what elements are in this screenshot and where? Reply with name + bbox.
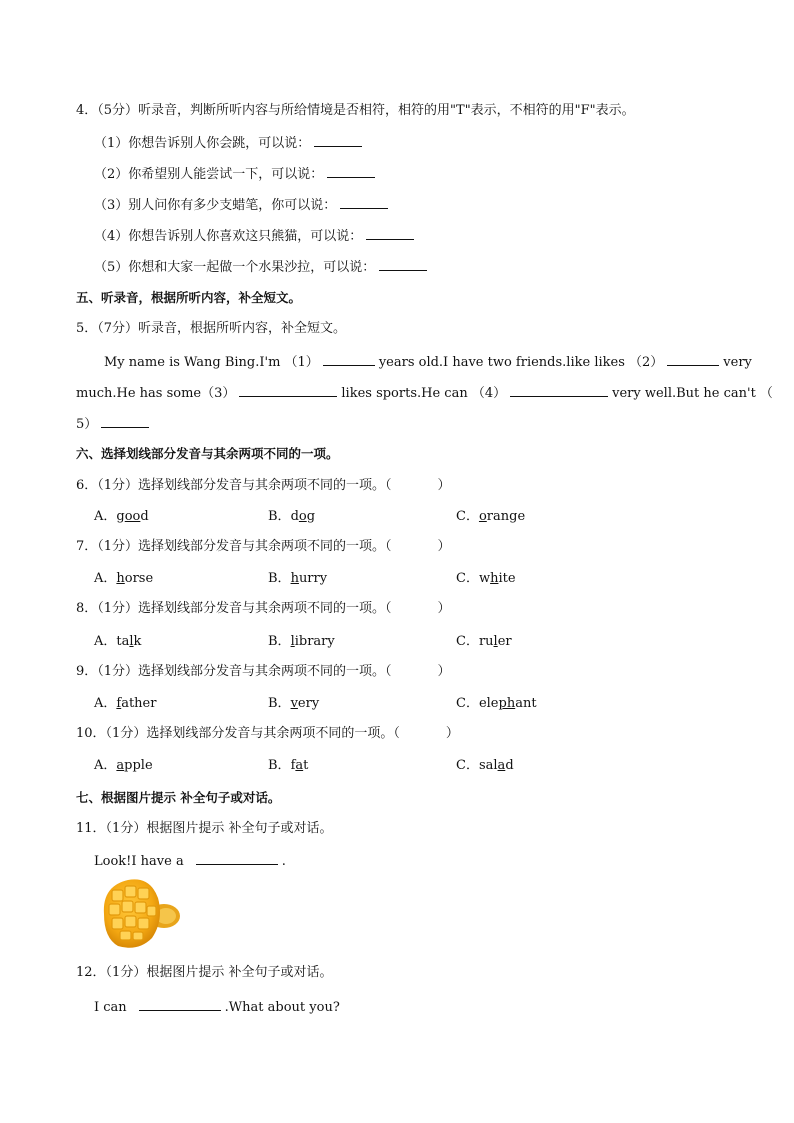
q4-item-4: （4）你想告诉别人你喜欢这只熊猫，可以说： <box>94 226 418 246</box>
answer-blank[interactable] <box>340 195 388 209</box>
section-6-title: 六、选择划线部分发音与其余两项不同的一项。 <box>76 446 339 461</box>
q4-item-3: （3）别人问你有多少支蜡笔，你可以说： <box>94 195 392 215</box>
q7-stem: 7．（1分）选择划线部分发音与其余两项不同的一项。（ ） <box>76 539 451 554</box>
q4-item-5: （5）你想和大家一起做一个水果沙拉，可以说： <box>94 257 431 277</box>
answer-blank[interactable] <box>667 352 719 366</box>
q8-option-b[interactable]: B．library <box>268 634 335 649</box>
q11-sentence: Look!I have a . <box>94 851 286 871</box>
q6-option-b[interactable]: B．dog <box>268 509 316 524</box>
answer-blank[interactable] <box>101 414 149 428</box>
q9-option-b[interactable]: B．very <box>268 696 320 711</box>
q12-stem: 12．（1分）根据图片提示 补全句子或对话。 <box>76 965 333 980</box>
q7-option-a[interactable]: A．horse <box>94 571 154 586</box>
q9-option-a[interactable]: A．father <box>94 696 157 711</box>
q4-item-1: （1）你想告诉别人你会跳，可以说： <box>94 133 366 153</box>
q8-option-c[interactable]: C．ruler <box>456 634 512 649</box>
q10-option-a[interactable]: A．apple <box>94 758 153 773</box>
q10-stem: 10．（1分）选择划线部分发音与其余两项不同的一项。（ ） <box>76 726 459 741</box>
q11-stem: 11．（1分）根据图片提示 补全句子或对话。 <box>76 821 333 836</box>
q5-passage-line-3: 5） <box>76 414 153 434</box>
q12-sentence: I can .What about you? <box>94 997 340 1017</box>
q9-stem: 9．（1分）选择划线部分发音与其余两项不同的一项。（ ） <box>76 664 451 679</box>
q10-option-b[interactable]: B．fat <box>268 758 309 773</box>
q5-passage-line-1: My name is Wang Bing.I'm （1） years old.I have two friends.like likes （2） very <box>104 352 752 372</box>
q6-stem: 6．（1分）选择划线部分发音与其余两项不同的一项。（ ） <box>76 478 451 493</box>
section-5-title: 五、听录音，根据所听内容，补全短文。 <box>76 290 302 305</box>
q7-option-c[interactable]: C．white <box>456 571 516 586</box>
answer-blank[interactable] <box>139 997 221 1011</box>
q8-stem: 8．（1分）选择划线部分发音与其余两项不同的一项。（ ） <box>76 601 451 616</box>
answer-blank[interactable] <box>366 226 414 240</box>
q8-option-a[interactable]: A．talk <box>94 634 142 649</box>
q6-option-c[interactable]: C．orange <box>456 509 526 524</box>
answer-blank[interactable] <box>196 851 278 865</box>
q6-option-a[interactable]: A．good <box>94 509 149 524</box>
q5-stem: 5．（7分）听录音，根据所听内容，补全短文。 <box>76 321 347 336</box>
answer-blank[interactable] <box>239 383 337 397</box>
mango-image <box>98 876 184 952</box>
q7-option-b[interactable]: B．hurry <box>268 571 328 586</box>
answer-blank[interactable] <box>327 164 375 178</box>
answer-blank[interactable] <box>379 257 427 271</box>
q5-passage-line-2: much.He has some（3） likes sports.He can （4） very well.But he can't （ <box>76 383 773 403</box>
answer-blank[interactable] <box>323 352 375 366</box>
section-7-title: 七、根据图片提示 补全句子或对话。 <box>76 790 281 805</box>
q9-option-c[interactable]: C．elephant <box>456 696 537 711</box>
answer-blank[interactable] <box>510 383 608 397</box>
q4-item-2: （2）你希望别人能尝试一下，可以说： <box>94 164 379 184</box>
answer-blank[interactable] <box>314 133 362 147</box>
q10-option-c[interactable]: C．salad <box>456 758 514 773</box>
q4-stem: 4．（5分）听录音，判断所听内容与所给情境是否相符，相符的用"T"表示，不相符的用"F"表示。 <box>76 103 635 118</box>
